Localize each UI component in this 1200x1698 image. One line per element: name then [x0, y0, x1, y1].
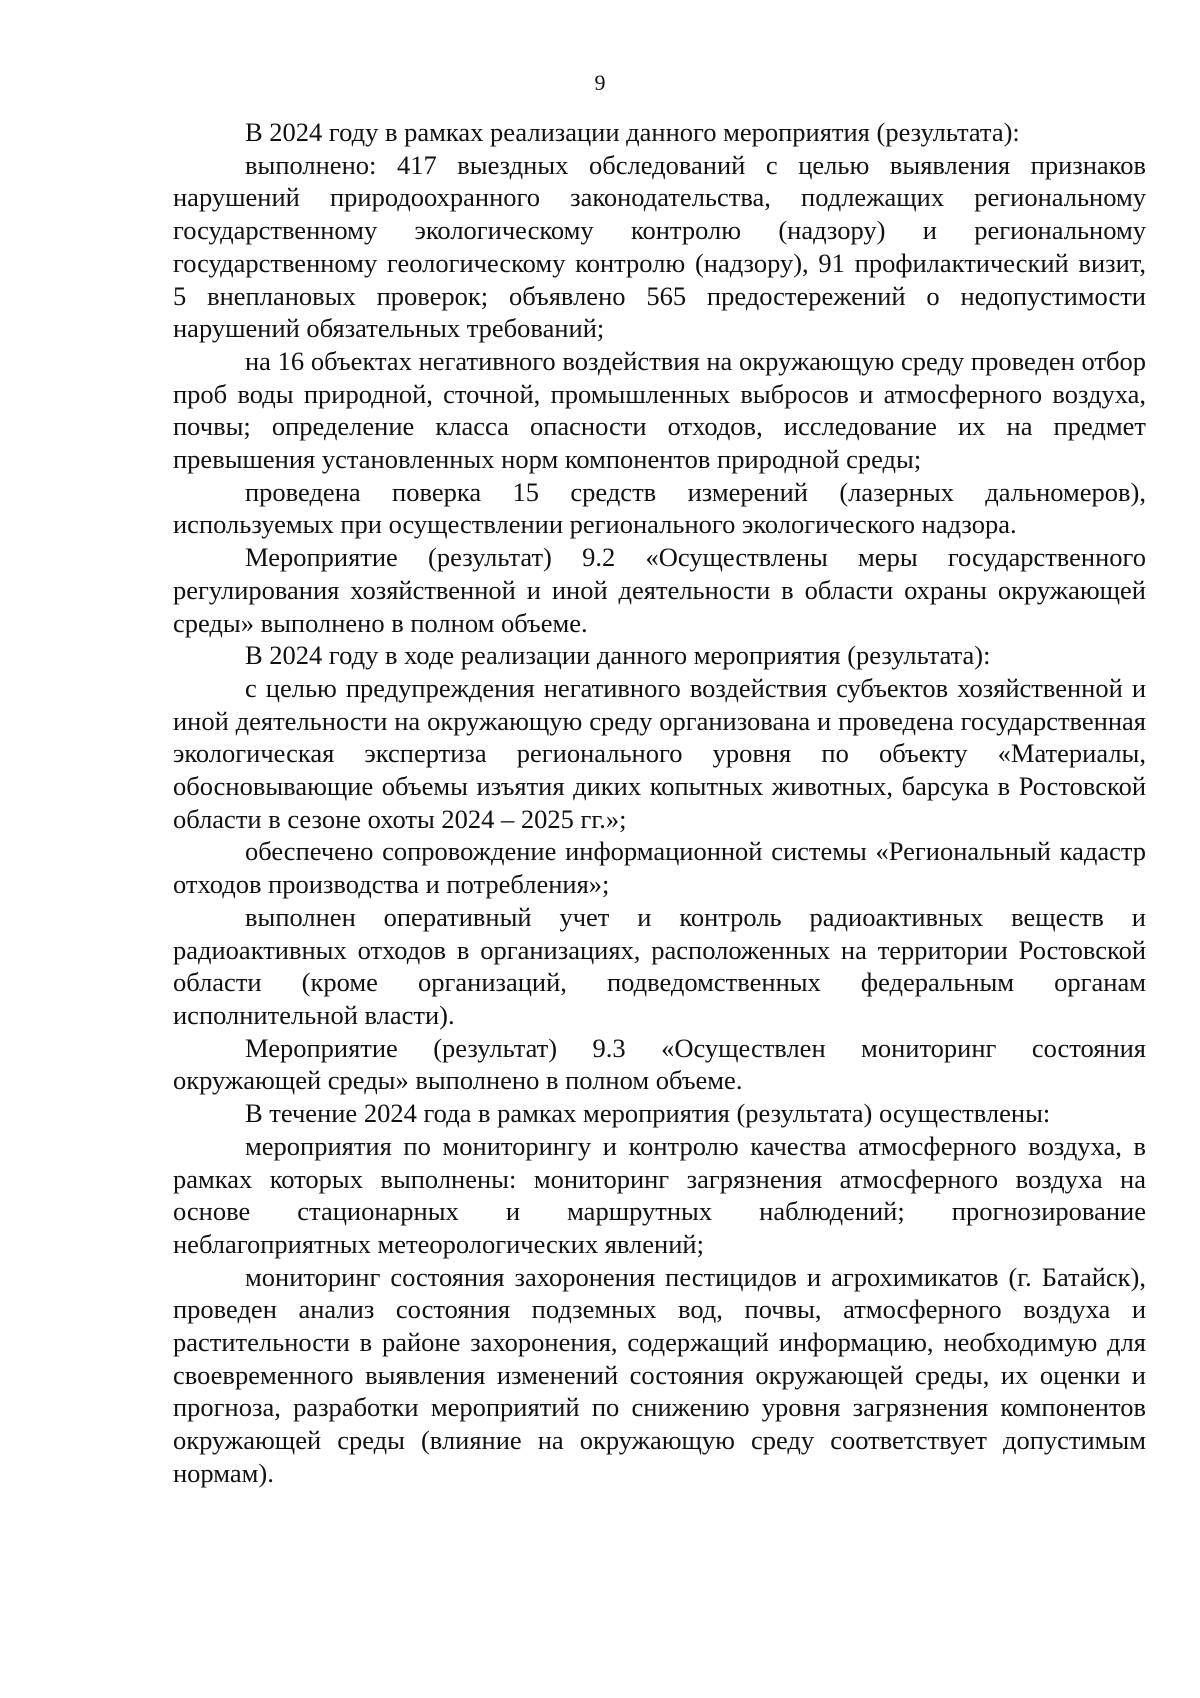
paragraph-7: с целью предупреждения негативного воздействия субъектов хозяйственной и иной деятельности на окружающую среду организована и проведена государственная экологическая экспертиза регионального уровня по объекту «Материалы, обосновывающие объемы изъятия диких копытных животных, барсука в Ростовской области в сезоне охоты 2024 – 2025 гг.»;: [173, 672, 1146, 834]
document-body: [173, 116, 1146, 1490]
paragraph-13: мониторинг состояния захоронения пестицидов и агрохимикатов (г. Батайск), проведен анализ состояния подземных вод, почвы, атмосферного воздуха и растительности в районе захоронения, содержащий информацию, необходимую для своевременного выявления изменений состояния окружающей среды, их оценки и прогноза, разработки мероприятий по снижению уровня загрязнения компонентов окружающей среды (влияние на окружающую среду соответствует допустимым нормам).: [173, 1261, 1146, 1488]
paragraph-3: на 16 объектах негативного воздействия на окружающую среду проведен отбор проб воды природной, сточной, промышленных выбросов и атмосферного воздуха, почвы; определение класса опасности отходов, исследование их на предмет превышения установленных норм компонентов природной среды;: [173, 345, 1146, 475]
page-number: 9: [594, 70, 606, 95]
paragraph-12: мероприятия по мониторингу и контролю качества атмосферного воздуха, в рамках которых выполнены: мониторинг загрязнения атмосферного воздуха на основе стационарных и маршрутных наблюдений; прогнозирование неблагоприятных метеорологических явлений;: [173, 1130, 1146, 1259]
paragraph-6: В 2024 году в ходе реализации данного мероприятия (результата):: [245, 640, 991, 671]
paragraph-2: выполнено: 417 выездных обследований с целью выявления признаков нарушений природоохранного законодательства, подлежащих региональному государственному экологическому контролю (надзору) и региональному государственному геологическому контролю (надзору), 91 профилактический визит, 5 внеплановых проверок; объявлено 565 предостережений о недопустимости нарушений обязательных требований;: [173, 149, 1146, 344]
paragraph-1: В 2024 году в рамках реализации данного мероприятия (результата):: [245, 117, 1020, 147]
paragraph-5: Мероприятие (результат) 9.2 «Осуществлены меры государственного регулирования хозяйственной и иной деятельности в области охраны окружающей среды» выполнено в полном объеме.: [173, 542, 1146, 638]
paragraph-11: В течение 2024 года в рамках мероприятия (результата) осуществлены:: [245, 1098, 1051, 1129]
paragraph-9: выполнен оперативный учет и контроль радиоактивных веществ и радиоактивных отходов в организациях, расположенных на территории Ростовской области (кроме организаций, подведомственных федеральным органам исполнительной власти).: [173, 901, 1146, 1030]
paragraph-8: обеспечено сопровождение информационной системы «Региональный кадастр отходов производства и потребления»;: [173, 836, 1146, 900]
paragraph-10: Мероприятие (результат) 9.3 «Осуществлен мониторинг состояния окружающей среды» выполнено в полном объеме.: [173, 1032, 1146, 1096]
paragraph-4: проведена поверка 15 средств измерений (лазерных дальномеров), используемых при осуществлении регионального экологического надзора.: [173, 476, 1146, 540]
